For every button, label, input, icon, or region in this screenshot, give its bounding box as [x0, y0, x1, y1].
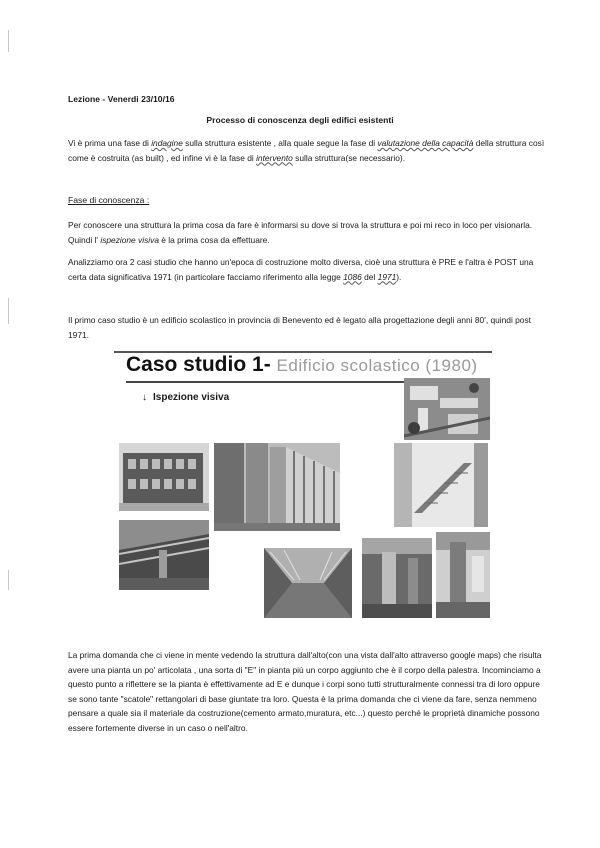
intro-paragraph — [68, 136, 548, 165]
interior-beams-photo — [119, 520, 209, 590]
text-span: Vi è prima una fase di — [68, 138, 152, 148]
scan-margin-mark — [8, 30, 9, 52]
slide-bullet-label: Ispezione visiva — [153, 392, 230, 403]
arrow-down-icon: ↓ — [142, 392, 147, 403]
highlight-intervento: intervento — [256, 152, 293, 163]
stairs-photo — [394, 443, 488, 527]
analysis-paragraph: La prima domanda che ci viene in mente vedendo la struttura dall'alto(con una vista dall'alto attraverso google maps) che risulta avere una pianta un po' articolata , una sorta di "E" in pianta più un corpo aggiunto che è il corpo della palestra. Incominciamo a questo punto a riflettere se la pianta è effettivamente ad E e dunque i corpi sono tutti strutturalmente connessi tra di loro oppure se sono tante "scatole" rettangolari di base giuntate tra loro. Questa è la prima domanda che ci viene da fare, senza nemmeno pensare a quale sia il materiale da costruzione(cemento armato,muratura, etc...) questo perché le proprietà dinamiche possono essere fortemente diverse in un caso o nell'altro. — [68, 650, 542, 733]
law-year: 1971 — [377, 271, 397, 282]
text-span: ). — [396, 271, 402, 282]
lesson-date: Lezione - Venerdi 23/10/16 — [68, 94, 175, 104]
text-span: della struttura così come è costruita (as built) , ed infine vi è la fase di — [68, 138, 545, 163]
scan-margin-mark — [8, 298, 9, 324]
exterior-column-photo — [436, 532, 490, 618]
slide-bullet — [142, 392, 229, 403]
law-number: 1086 — [343, 271, 362, 282]
slide-case-study-1 — [114, 348, 492, 621]
column-photo — [362, 538, 432, 618]
knowledge-paragraph — [68, 218, 548, 247]
highlight-ispezione: ispezione visiva — [100, 234, 159, 245]
corridor-photo — [264, 548, 352, 618]
slide-title-main: Caso studio 1- — [126, 353, 277, 376]
text-span: è la prima cosa da effettuare. — [158, 234, 270, 245]
aerial-photo — [404, 378, 490, 440]
highlight-indagine: indagine — [151, 138, 183, 148]
case-studies-paragraph — [68, 255, 548, 284]
portico-photo — [214, 443, 340, 531]
slide-title-sub: Edificio scolastico (1980) — [276, 356, 478, 375]
text-span: sulla struttura(se necessario). — [292, 152, 406, 163]
text-span: Per conoscere una struttura la prima cosa da fare è informarsi su dove si trova la struttura e poi mi reco in loco per visionarla. Quindi l' — [68, 220, 533, 245]
facade-photo — [119, 443, 209, 511]
text-span: sulla struttura esistente , alla quale segue la fase di — [182, 138, 378, 148]
text-span: del — [361, 271, 378, 282]
highlight-valutazione: valutazione della capacità — [377, 138, 474, 148]
first-case-paragraph: Il primo caso studio è un edificio scolastico in provincia di Benevento ed è legato alla progettazione degli anni 80', quindi post 1971. — [68, 315, 531, 340]
page-title: Processo di conoscenza degli edifici esistenti — [206, 115, 394, 125]
text-span: Analizziamo ora 2 casi studio che hanno un'epoca di costruzione molto diversa, cioè una struttura è PRE e l'altra è POST una certa data significativa 1971 (in particolare facciamo riferimento alla legge — [68, 257, 534, 282]
section-heading: Fase di conoscenza : — [68, 195, 150, 205]
scan-margin-mark — [8, 570, 9, 590]
slide-title — [126, 353, 478, 377]
